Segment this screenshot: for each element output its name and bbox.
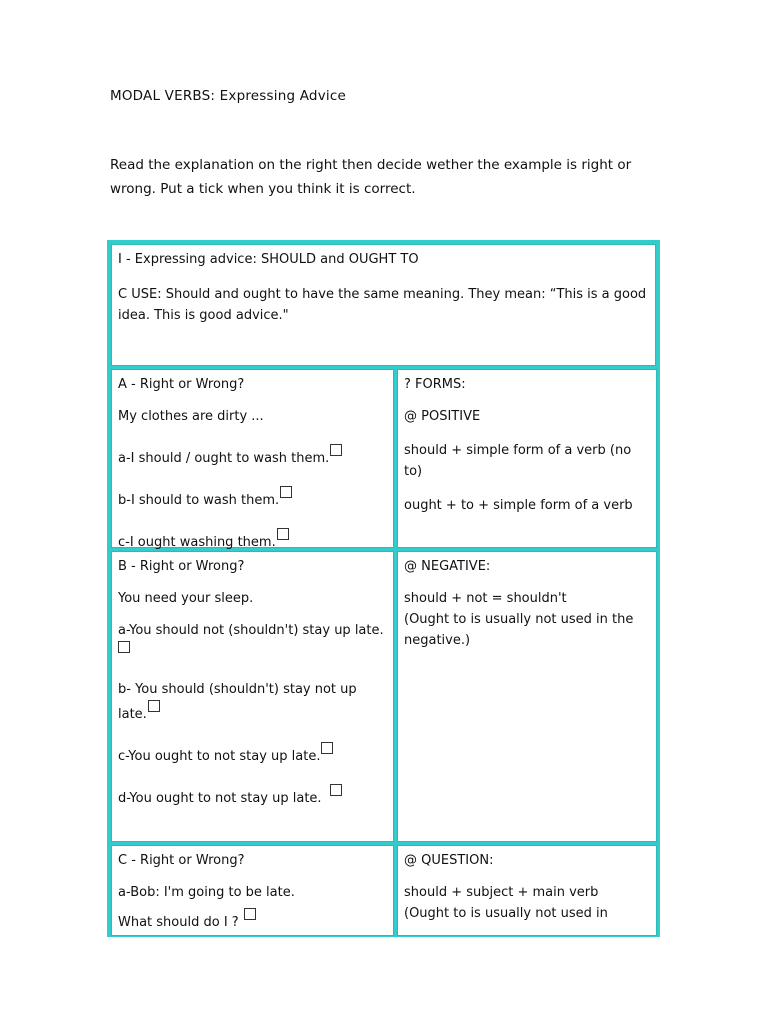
positive-rule-1: should + simple form of a verb (no to) [404,443,632,479]
use-line-2: idea. This is good advice." [118,308,289,323]
section-c-cell [111,845,394,936]
exercise-item [118,908,387,933]
use-line-1: C USE: Should and ought to have the same meaning. They mean: “This is a good [118,287,647,302]
question-rule: should + subject + main verb [404,885,599,900]
section-b-heading: B - Right or Wrong? [118,559,245,574]
exercise-item [118,784,387,809]
exercise-item [118,486,387,511]
section-heading: I - Expressing advice: SHOULD and OUGHT TO [118,252,419,267]
exercise-item-text: b- You should (shouldn't) stay not up [118,682,357,697]
exercise-item-text: b-I should to wash them. [118,493,280,508]
exercise-item [118,742,387,767]
exercise-item [118,679,387,725]
tick-checkbox[interactable] [244,908,256,920]
tick-checkbox[interactable] [280,486,292,498]
exercise-item-text: c-You ought to not stay up late. [118,749,321,764]
tick-checkbox[interactable] [330,444,342,456]
instructions-line-1: Read the explanation on the right then decide wether the example is right or [110,157,632,173]
tick-checkbox[interactable] [330,784,342,796]
exercise-item-text: d-You ought to not stay up late. [118,791,326,806]
exercise-item-text: a-You should not (shouldn't) stay up late. [118,623,384,638]
exercise-item-text: late. [118,707,147,722]
negative-cell [397,551,657,842]
tick-checkbox[interactable] [277,528,289,540]
forms-cell [397,369,657,548]
section-a-cell [111,369,394,548]
exercise-item [118,444,387,469]
exercise-table [107,240,660,937]
instructions [110,153,650,201]
instructions-line-2: wrong. Put a tick when you think it is correct. [110,181,416,197]
negative-rule: should + not = shouldn't [404,591,567,606]
question-cell [397,845,657,936]
header-cell [111,244,656,366]
exercise-item-text: a-I should / ought to wash them. [118,451,330,466]
negative-note-line-2: negative.) [404,633,471,648]
exercise-item [118,528,387,553]
section-c-heading: C - Right or Wrong? [118,853,245,868]
forms-heading: ? FORMS: [404,377,466,392]
tick-checkbox[interactable] [148,700,160,712]
page-title: MODAL VERBS: Expressing Advice [110,88,346,104]
exercise-item-text: c-I ought washing them. [118,535,276,550]
positive-rule-2: ought + to + simple form of a verb [404,498,633,513]
negative-note-line-1: (Ought to is usually not used in the [404,612,634,627]
tick-checkbox[interactable] [118,641,130,653]
section-a-heading: A - Right or Wrong? [118,377,245,392]
section-b-cell [111,551,394,842]
exercise-item-text: What should do I ? [118,915,243,930]
tick-checkbox[interactable] [321,742,333,754]
section-a-prompt: My clothes are dirty ... [118,409,264,424]
question-note: (Ought to is usually not used in [404,906,608,921]
exercise-item [118,620,387,666]
positive-heading: @ POSITIVE [404,409,481,424]
section-c-line-1: a-Bob: I'm going to be late. [118,885,295,900]
question-heading: @ QUESTION: [404,853,494,868]
section-b-prompt: You need your sleep. [118,591,254,606]
negative-heading: @ NEGATIVE: [404,559,491,574]
